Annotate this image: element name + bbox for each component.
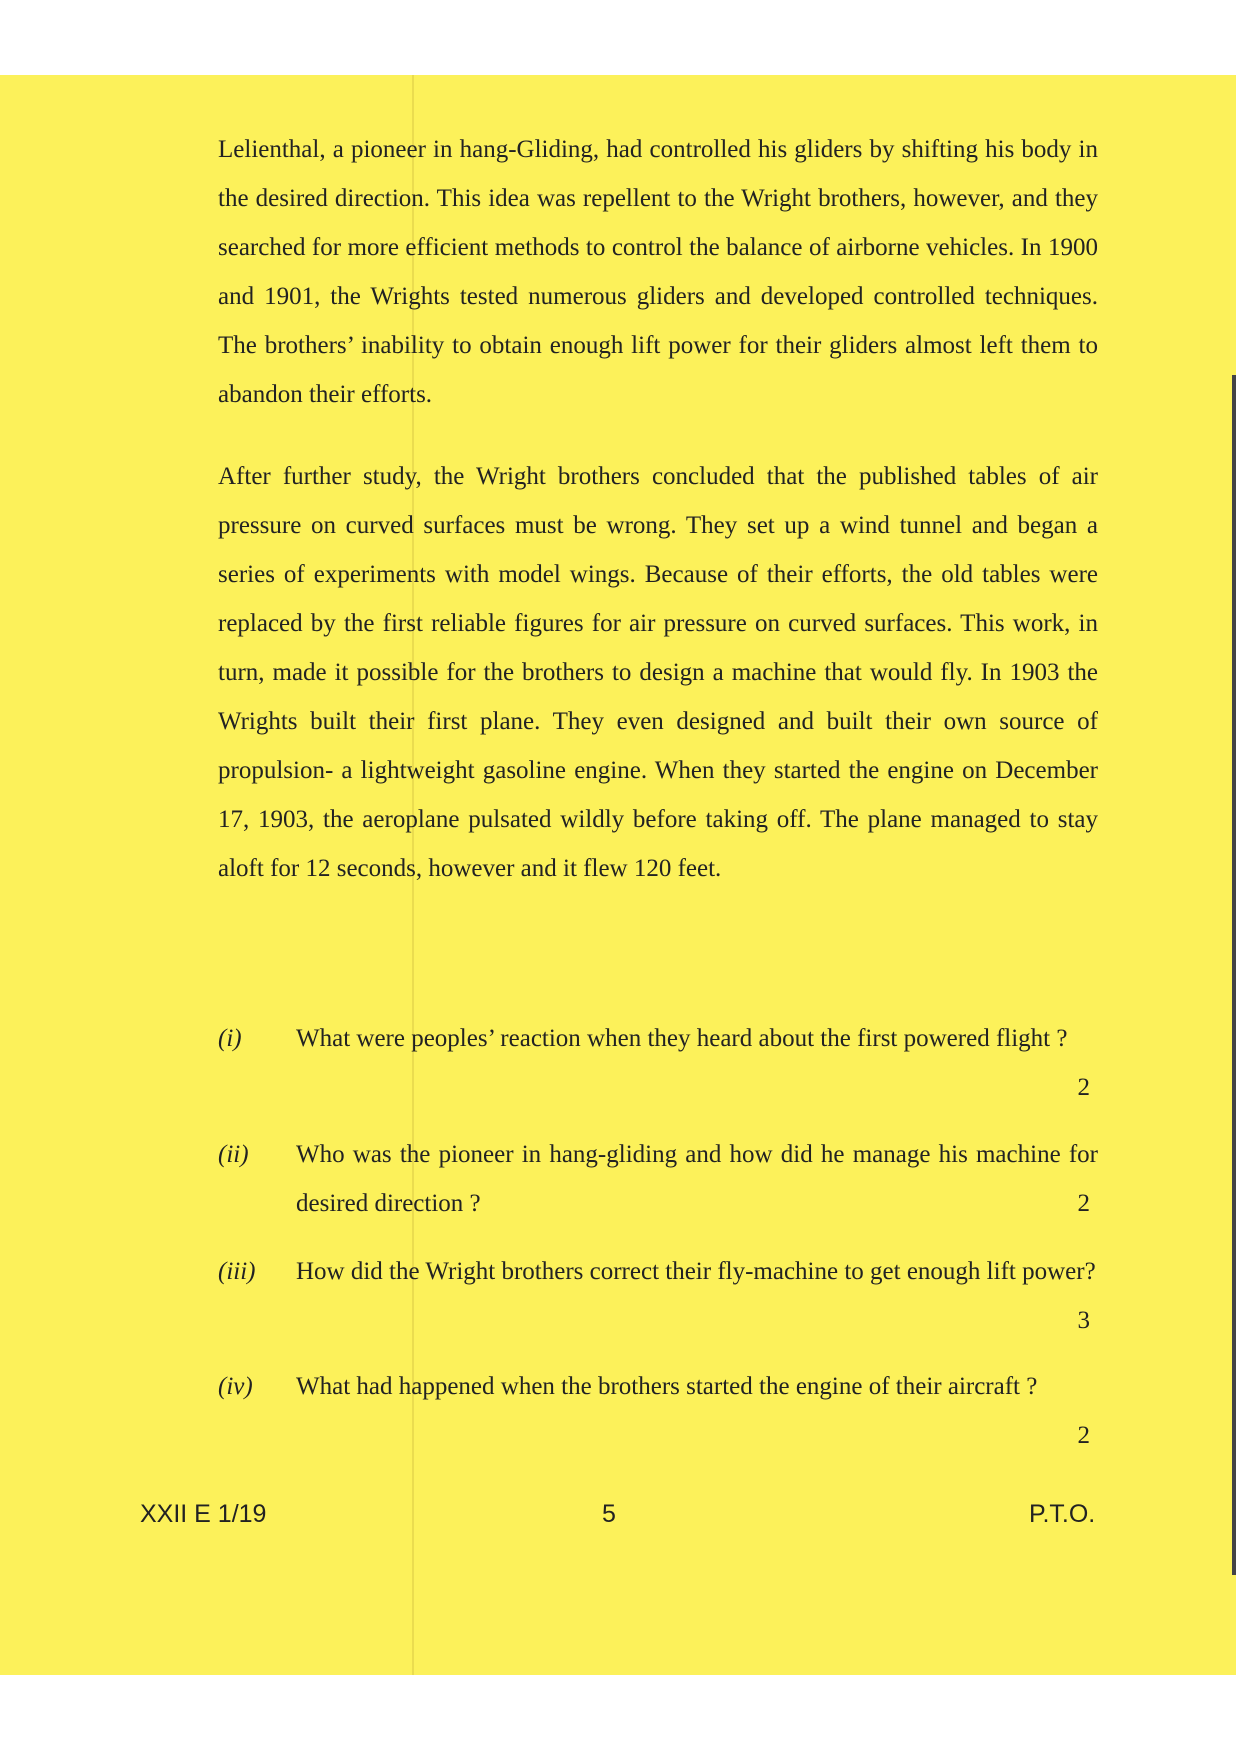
question-number: (iv) — [218, 1373, 253, 1400]
page-edge-shadow — [1232, 375, 1236, 1575]
question-number: (ii) — [218, 1141, 249, 1168]
question-marks: 2 — [1077, 1422, 1090, 1449]
passage-paragraph-2: After further study, the Wright brothers concluded that the published tables of air pressure on curved surfaces must be wrong. They set up a wind tunnel and began a series of experiments with model wings. Because of their efforts, the old tables were replaced by the first reliable figures for air pressure on curved surfaces. This work, in turn, made it possible for the brothers to design a machine that would fly. In 1903 the Wrights built their first plane. They even designed and built their own source of propulsion- a lightweight gasoline engine. When they started the engine on December 17, 1903, the aeroplane pulsated wildly before taking off. The plane managed to stay aloft for 12 seconds, however and it flew 120 feet. — [218, 463, 1098, 882]
question-marks: 3 — [1077, 1307, 1090, 1334]
page-number: 5 — [602, 1500, 616, 1528]
question-text: What were peoples’ reaction when they heard about the first powered flight ? — [296, 1025, 1068, 1052]
passage-paragraph-1: Lelienthal, a pioneer in hang-Gliding, had controlled his gliders by shifting his body in the desired direction. This idea was repellent to the Wright brothers, however, and they searched for more efficient methods to control the balance of airborne vehicles. In 1900 and 1901, the Wrights tested numerous gliders and developed controlled techniques. The brothers’ inability to obtain enough lift power for their gliders almost left them to abandon their efforts. — [218, 136, 1098, 408]
question-number: (iii) — [218, 1258, 256, 1285]
question-text: How did the Wright brothers correct their fly-machine to get enough lift power? — [296, 1258, 1096, 1285]
question-marks: 2 — [1077, 1074, 1090, 1101]
question-marks: 2 — [1077, 1190, 1090, 1217]
paper-code: XXII E 1/19 — [140, 1500, 267, 1528]
question-text: Who was the pioneer in hang-gliding and how did he manage his machine for desired direction ? — [296, 1141, 1098, 1217]
question-number: (i) — [218, 1025, 242, 1052]
question-text: What had happened when the brothers started the engine of their aircraft ? — [296, 1373, 1038, 1400]
please-turn-over: P.T.O. — [1029, 1500, 1096, 1528]
